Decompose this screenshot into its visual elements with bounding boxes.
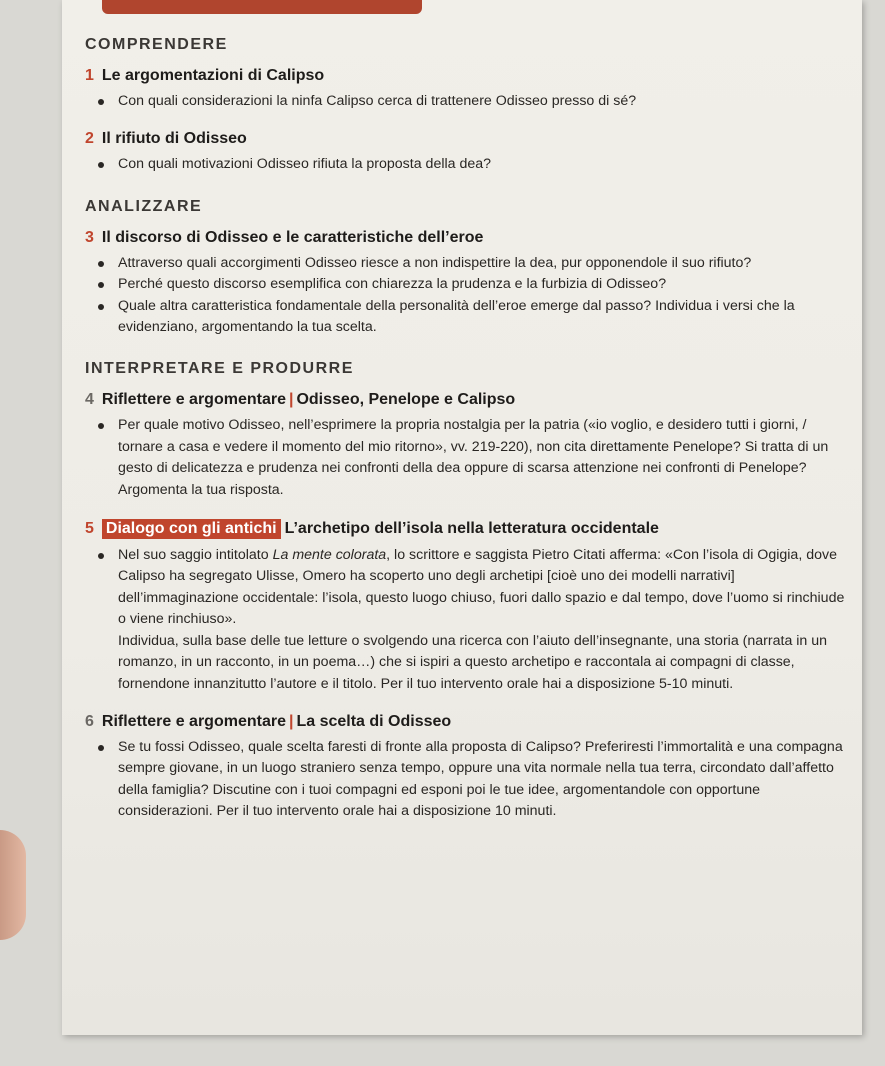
question-2-bullet (85, 154, 845, 175)
book-title: La mente colorata (272, 547, 387, 564)
question-6-title-b: La scelta di Odisseo (296, 712, 452, 730)
section-heading-analizzare: ANALIZZARE (85, 197, 203, 215)
question-3-text-1: Attraverso quali accorgimenti Odisseo riesce a non indispettire la dea, pur opponendole il suo rifiuto? (118, 254, 752, 271)
question-1-number: 1 (85, 67, 94, 84)
question-3-text-3: Quale altra caratteristica fondamentale della personalità dell’eroe emerge dal passo? Individua i versi che la evidenziano, argomentando la tua scelta. (118, 297, 795, 336)
question-3-title (85, 229, 845, 247)
question-2-title-text: Il rifiuto di Odisseo (101, 130, 247, 148)
question-5-paragraph-2: Individua, sulla base delle tue letture o svolgendo una ricerca con l’aiuto dell’insegnante, una storia (narrata in un romanzo, in un racconto, in un poema…) che si ispiri a questo archetipo e raccontala ai compagni di classe, fornendone innanzitutto l’autore e il titolo. Per il tuo intervento orale hai a disposizione 5-10 minuti. (118, 632, 828, 692)
title-separator: | (288, 391, 294, 409)
question-4-title-b: Odisseo, Penelope e Calipso (296, 391, 516, 409)
question-6-title (85, 713, 845, 731)
question-6-bullet (85, 737, 845, 823)
question-3-bullet-2 (85, 274, 845, 295)
finger-edge (0, 830, 26, 940)
top-color-strip (102, 0, 422, 14)
question-4-text: Per quale motivo Odisseo, nell’esprimere la propria nostalgia per la patria («io voglio, e desidero tutti i giorni, / tornare a casa e vedere il momento del mio ritorno», vv. 219-220), non cita direttamente Penelope? Si tratta di un gesto di delicatezza e prudenza nei confronti della dea oppure di scarsa attenzione nei confronti di Penelope? Argomenta la tua risposta. (118, 417, 829, 498)
section-heading-interpretare: INTERPRETARE E PRODURRE (85, 360, 354, 378)
question-4-bullet (85, 415, 845, 501)
question-5-title-text: L’archetipo dell’isola nella letteratura occidentale (284, 520, 659, 538)
question-1-text: Con quali considerazioni la ninfa Calipso cerca di trattenere Odisseo presso di sé? (118, 93, 637, 109)
bullet-dot (98, 99, 104, 105)
question-6-number: 6 (85, 712, 94, 730)
question-1-title-text: Le argomentazioni di Calipso (101, 67, 325, 84)
question-6-text: Se tu fossi Odisseo, quale scelta faresti di fronte alla proposta di Calipso? Preferiresti l’immortalità e una compagna sempre giovane, in un luogo straniero senza tempo, oppure una vita normale nella tua terra, circondato dall’affetto della famiglia? Discutine con i tuoi compagni ed esponi poi le tue idee, argomentandole con opportune considerazioni. Per il tuo intervento orale hai a disposizione 10 minuti. (118, 738, 843, 820)
exercise-content (85, 36, 845, 823)
question-4-title (85, 391, 845, 409)
question-5-number: 5 (85, 520, 94, 538)
bullet-dot (98, 553, 104, 559)
question-5-title (85, 519, 845, 539)
question-4-number: 4 (85, 391, 94, 409)
bullet-dot (98, 745, 104, 751)
question-2-text: Con quali motivazioni Odisseo rifiuta la proposta della dea? (118, 156, 492, 173)
bullet-dot (98, 304, 104, 310)
question-5-bullet (85, 545, 845, 631)
question-3-text-2: Perché questo discorso esemplifica con chiarezza la prudenza e la furbizia di Odisseo? (118, 276, 667, 293)
bullet-dot (98, 423, 104, 429)
question-2-number: 2 (85, 130, 94, 148)
bullet-dot (98, 162, 104, 168)
section-heading-comprendere: COMPRENDERE (85, 36, 228, 53)
question-3-bullet-3 (85, 296, 845, 339)
question-6-title-a: Riflettere e argomentare (101, 712, 286, 730)
bullet-dot (98, 261, 104, 267)
question-3-title-text: Il discorso di Odisseo e le caratteristiche dell’eroe (101, 228, 484, 246)
question-5-text-pre: Nel suo saggio intitolato (118, 547, 273, 564)
title-separator: | (288, 712, 294, 730)
question-4-title-a: Riflettere e argomentare (101, 391, 286, 409)
question-3-bullet-1 (85, 253, 845, 274)
dialogo-badge: Dialogo con gli antichi (102, 519, 281, 539)
question-1-bullet (85, 91, 845, 112)
bullet-dot (98, 282, 104, 288)
question-5-text-post: , lo scrittore e saggista Pietro Citati afferma: «Con l’isola di Ogigia, dove Calipso ha segregato Ulisse, Omero ha scoperto uno degli archetipi [cioè uno dei modelli narrativi] dell’immaginazione occidentale: l’isola, questo luogo chiuso, fuori dallo spazio e dal tempo, dove l’uomo si rinchiude o viene rinchiuso». (118, 547, 845, 628)
question-2-title (85, 130, 845, 148)
question-1-title (85, 67, 845, 85)
question-3-number: 3 (85, 228, 94, 246)
